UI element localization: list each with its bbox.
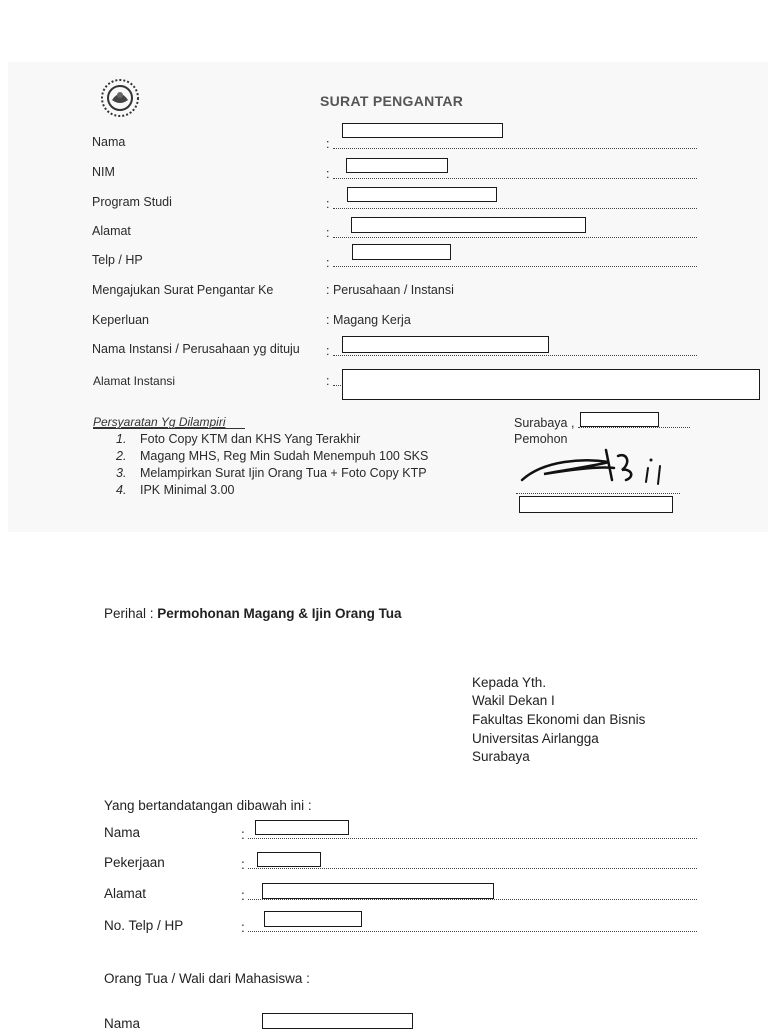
redaction-box [255, 820, 349, 835]
field-colon: : [326, 197, 330, 211]
requirement-text: Melampirkan Surat Ijin Orang Tua + Foto Copy KTP [140, 466, 427, 480]
form-title: SURAT PENGANTAR [320, 93, 464, 109]
perihal-line [104, 606, 402, 621]
field-colon: : [326, 226, 330, 240]
redaction-box [580, 412, 659, 427]
dotted-line [333, 178, 697, 179]
redaction-box [351, 217, 586, 233]
field-colon: : [241, 920, 245, 935]
signature-line [516, 493, 680, 494]
requirement-number: 1. [116, 432, 127, 446]
redaction-box [347, 187, 497, 202]
dotted-line [333, 266, 697, 267]
requirement-text: Foto Copy KTM dan KHS Yang Terakhir [140, 432, 361, 446]
recipient-line: Universitas Airlangga [472, 731, 599, 746]
redaction-box [352, 244, 451, 260]
redaction-box [346, 158, 448, 173]
field-colon: : [326, 167, 330, 181]
redaction-box [342, 123, 503, 138]
redaction-box [342, 336, 549, 353]
recipient-line: Kepada Yth. [472, 675, 547, 690]
university-seal-icon [98, 78, 142, 118]
intro-text: Yang bertandatangan dibawah ini : [104, 798, 312, 813]
dotted-line [333, 148, 697, 149]
dotted-line [248, 931, 697, 932]
field-label: NIM [92, 165, 115, 179]
applicant-label: Pemohon [514, 432, 568, 446]
field-label: No. Telp / HP [104, 918, 184, 933]
field-label: Nama Instansi / Perusahaan yg dituju [92, 342, 300, 356]
field-value: : Perusahaan / Instansi [326, 283, 454, 297]
field-label: Telp / HP [92, 253, 143, 267]
requirement-text: Magang MHS, Reg Min Sudah Menempuh 100 SKS [140, 449, 429, 463]
perihal-label: Perihal : [104, 606, 154, 621]
field-label: Nama [104, 825, 141, 840]
last-field-label: Nama [104, 1016, 141, 1031]
requirement-number: 2. [116, 449, 127, 463]
field-label: Alamat [92, 224, 131, 238]
field-colon: : [326, 137, 330, 151]
requirements-title: Persyaratan Yg Dilampiri [93, 415, 226, 429]
field-colon: : [241, 827, 245, 842]
dotted-line [578, 427, 690, 428]
requirement-number: 4. [116, 483, 127, 497]
city-date-label: Surabaya , [514, 416, 575, 430]
dotted-line [248, 838, 697, 839]
redaction-box [264, 911, 362, 927]
dotted-line [333, 355, 697, 356]
field-colon: : [241, 888, 245, 903]
field-label: Nama [92, 135, 126, 149]
field-colon: : [326, 344, 330, 358]
recipient-line: Surabaya [472, 749, 530, 764]
perihal-value: Permohonan Magang & Ijin Orang Tua [157, 606, 402, 621]
field-colon: : [326, 256, 330, 270]
redaction-box [519, 496, 673, 513]
field-label: Program Studi [92, 195, 172, 209]
dotted-line [248, 899, 697, 900]
field-label: Mengajukan Surat Pengantar Ke [92, 283, 274, 297]
dotted-line [248, 868, 697, 869]
dotted-line [333, 208, 697, 209]
redaction-box [342, 369, 760, 400]
dotted-line [333, 237, 697, 238]
signature-image [514, 440, 674, 494]
field-colon: : [241, 857, 245, 872]
requirement-text: IPK Minimal 3.00 [140, 483, 235, 497]
requirements-underline [93, 428, 245, 429]
parent-intro: Orang Tua / Wali dari Mahasiswa : [104, 971, 310, 986]
field-label: Alamat [104, 886, 147, 901]
recipient-line: Fakultas Ekonomi dan Bisnis [472, 712, 646, 727]
redaction-box [257, 852, 321, 867]
recipient-line: Wakil Dekan I [472, 693, 555, 708]
redaction-box [262, 1013, 413, 1029]
field-label: Pekerjaan [104, 855, 165, 870]
requirement-number: 3. [116, 466, 127, 480]
field-label: Alamat Instansi [93, 374, 176, 388]
field-colon: : [326, 374, 330, 388]
redaction-box [262, 883, 494, 899]
field-value: : Magang Kerja [326, 313, 411, 327]
field-label: Keperluan [92, 313, 149, 327]
